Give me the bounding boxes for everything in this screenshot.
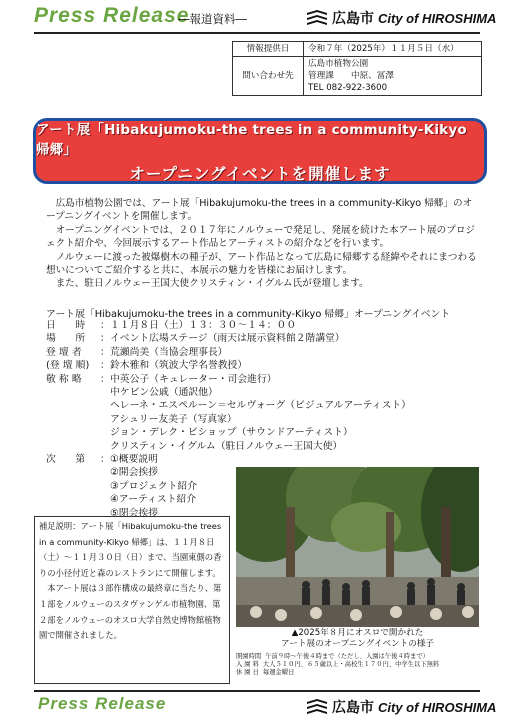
event-detail-label: 場 所 xyxy=(46,333,86,345)
intro-paragraph: 広島市植物公園では、アート展「Hibakujumoku-the trees in a community-Kikyo 帰郷」のオープニングイベントを開催します。 xyxy=(46,198,473,223)
event-detail-label: 登 壇 者 xyxy=(46,346,82,358)
event-detail-row xyxy=(46,440,486,453)
event-detail-value: 鈴木雅和（筑波大学名誉教授） xyxy=(110,360,248,372)
fact-value: 午前９時～午後４時まで（ただし、入園は午後４時まで） xyxy=(265,653,429,660)
contact-org: 広島市植物公園 xyxy=(308,59,369,69)
order-item: ②開会挨拶 xyxy=(110,467,158,479)
intro-paragraph: オープニングイベントでは、２０１７年にノルウェーで発足し、発展を続けた本アート展のプロジェクト紹介や、今回展示するアート作品とアーティストの紹介などを行います。 xyxy=(46,224,476,250)
info-table xyxy=(232,41,482,96)
order-label: 次 第 xyxy=(46,454,86,465)
fact-row xyxy=(236,661,486,669)
intro-paragraph: また、駐日ノルウェー王国大使クリスティン・イグルム氏が登壇します。 xyxy=(55,278,369,290)
info-date-value: 令和７年（2025年）１１月５日（水） xyxy=(304,42,482,57)
contact-people: 管理課 中原、冨澤 xyxy=(308,71,394,81)
event-detail-value: ジョン・デレク・ビショップ（サウンドアーティスト） xyxy=(110,427,353,439)
event-detail-label: 日 時 xyxy=(46,320,86,331)
event-detail-row xyxy=(46,426,486,439)
fact-value: 大人５１０円、６５歳以上・高校生１７０円、中学生以下無料 xyxy=(262,660,440,668)
event-title: アート展「Hibakujumoku-the trees in a community-Kikyo 帰郷」オープニングイベント xyxy=(46,309,451,320)
city-emblem-icon xyxy=(306,10,328,26)
event-detail-label xyxy=(46,413,100,426)
supplementary-note xyxy=(34,516,230,684)
city-name-en: City of HIROSHIMA xyxy=(378,10,497,26)
info-contact-label: 問い合わせ先 xyxy=(233,57,304,96)
event-detail-row: 敬 称 略 ： 中英公子（キュレーター・司会進行） xyxy=(46,373,277,385)
event-detail-label xyxy=(46,399,100,412)
footer-press-release: Press Release xyxy=(38,694,167,713)
footer-city-name-jp: 広島市 xyxy=(332,700,374,716)
fact-label: 休 園 日 xyxy=(236,668,259,676)
order-item: ⑤閉会挨拶 xyxy=(110,507,158,519)
footer-rule xyxy=(34,690,480,692)
event-detail-value: クリスティン・イグルム（駐日ノルウェー王国大使） xyxy=(110,440,343,452)
event-detail-value: 中英公子（キュレーター・司会進行） xyxy=(110,373,277,385)
event-detail-row xyxy=(46,399,486,412)
fact-row xyxy=(236,653,486,661)
note-paragraph-2: 本アート展は３部作構成の最終章に当たり、第１部をノルウェーのスタヴァンゲル市植物園、第２部をノルウェーのオスロ大学自然史博物館植物園で開催されました。 xyxy=(39,583,222,641)
headline-banner xyxy=(33,118,487,184)
photo-caption xyxy=(236,628,479,650)
event-detail-label xyxy=(46,426,100,439)
event-detail-row: 場 所 ： イベント広場ステージ（雨天は展示資料館２階講堂） xyxy=(46,333,345,345)
event-detail-value: アシュリー友美子（写真家） xyxy=(110,413,237,425)
city-emblem-icon xyxy=(306,699,328,715)
photo-caption-line-2: アート展のオープニングイベントの様子 xyxy=(281,639,434,649)
event-detail-row: 登 壇 者 ： 荒瀬尚美（当協会理事長） xyxy=(46,346,228,358)
event-detail-row: 日 時 ： １１月８日（土）１３：３０～１４：００ xyxy=(46,320,297,331)
city-logo xyxy=(306,8,496,28)
fact-label: 入 園 料 xyxy=(236,660,259,668)
press-release-subtitle: ―報道資料― xyxy=(178,12,247,26)
fact-value: 毎週金曜日 xyxy=(262,668,295,676)
program-order: 次 第 ： ①概要説明 ②開会挨拶 ③プロジェクト紹介 ④アーティスト紹介 ⑤閉会挨拶 xyxy=(46,454,197,519)
fact-row xyxy=(236,669,486,677)
header-rule xyxy=(34,32,480,34)
fact-label: 開園時間 xyxy=(236,653,262,660)
event-detail-row: (登 壇 順) ： 鈴木雅和（筑波大学名誉教授） xyxy=(46,360,248,372)
order-item: ①概要説明 xyxy=(110,454,158,465)
note-paragraph-1: 補足説明：アート展「Hibakujumoku-the trees in a community-Kikyo 帰郷」は、１１月８日（土）～１１月３０日（日）まで、当園東側の香りの小径付近と森のレストランにて開催します。 xyxy=(39,521,222,578)
footer-city-name-en: City of HIROSHIMA xyxy=(378,699,497,715)
event-photo xyxy=(236,467,479,627)
order-item: ④アーティスト紹介 xyxy=(110,494,197,506)
info-date-label: 情報提供日 xyxy=(233,42,304,57)
contact-tel: TEL 082-922-3600 xyxy=(308,83,388,93)
event-detail-label: (登 壇 順) xyxy=(46,360,90,372)
event-detail-value: 中ケビン公戚（通訳他） xyxy=(110,387,218,399)
footer-city-logo xyxy=(306,697,496,717)
event-detail-value: １１月８日（土）１３：３０～１４：００ xyxy=(110,320,297,331)
garden-facts xyxy=(236,653,486,676)
banner-line-2: オープニングイベントを開催します xyxy=(129,165,391,183)
event-detail-label: 敬 称 略 xyxy=(46,373,82,385)
info-contact-value xyxy=(304,57,482,96)
event-detail-row xyxy=(46,386,486,399)
intro-paragraph: ノルウェーに渡った被爆樹木の種子が、アート作品となって広島に帰郷する経緯やそれにまつわる想いについてご紹介すると共に、本展示の魅力を皆様にお届けします。 xyxy=(46,251,477,277)
event-details xyxy=(46,319,486,453)
event-detail-label xyxy=(46,386,100,399)
event-detail-row xyxy=(46,413,486,426)
event-detail-label xyxy=(46,440,100,453)
order-item: ③プロジェクト紹介 xyxy=(110,480,197,492)
press-release-title: Press Release xyxy=(34,4,190,27)
city-name-jp: 広島市 xyxy=(332,11,374,27)
banner-line-1: アート展「Hibakujumoku-the trees in a community-Kikyo 帰郷」 xyxy=(36,122,467,158)
event-detail-value: イベント広場ステージ（雨天は展示資料館２階講堂） xyxy=(110,333,345,345)
intro-text xyxy=(46,197,480,291)
photo-caption-line-1: ▲2025年８月にオスロで開かれた xyxy=(291,628,424,638)
event-detail-value: 荒瀬尚美（当協会理事長） xyxy=(110,346,228,358)
event-detail-value: ヘレーネ・エスペルーン＝セルヴォーグ（ビジュアルアーティスト） xyxy=(110,400,411,412)
